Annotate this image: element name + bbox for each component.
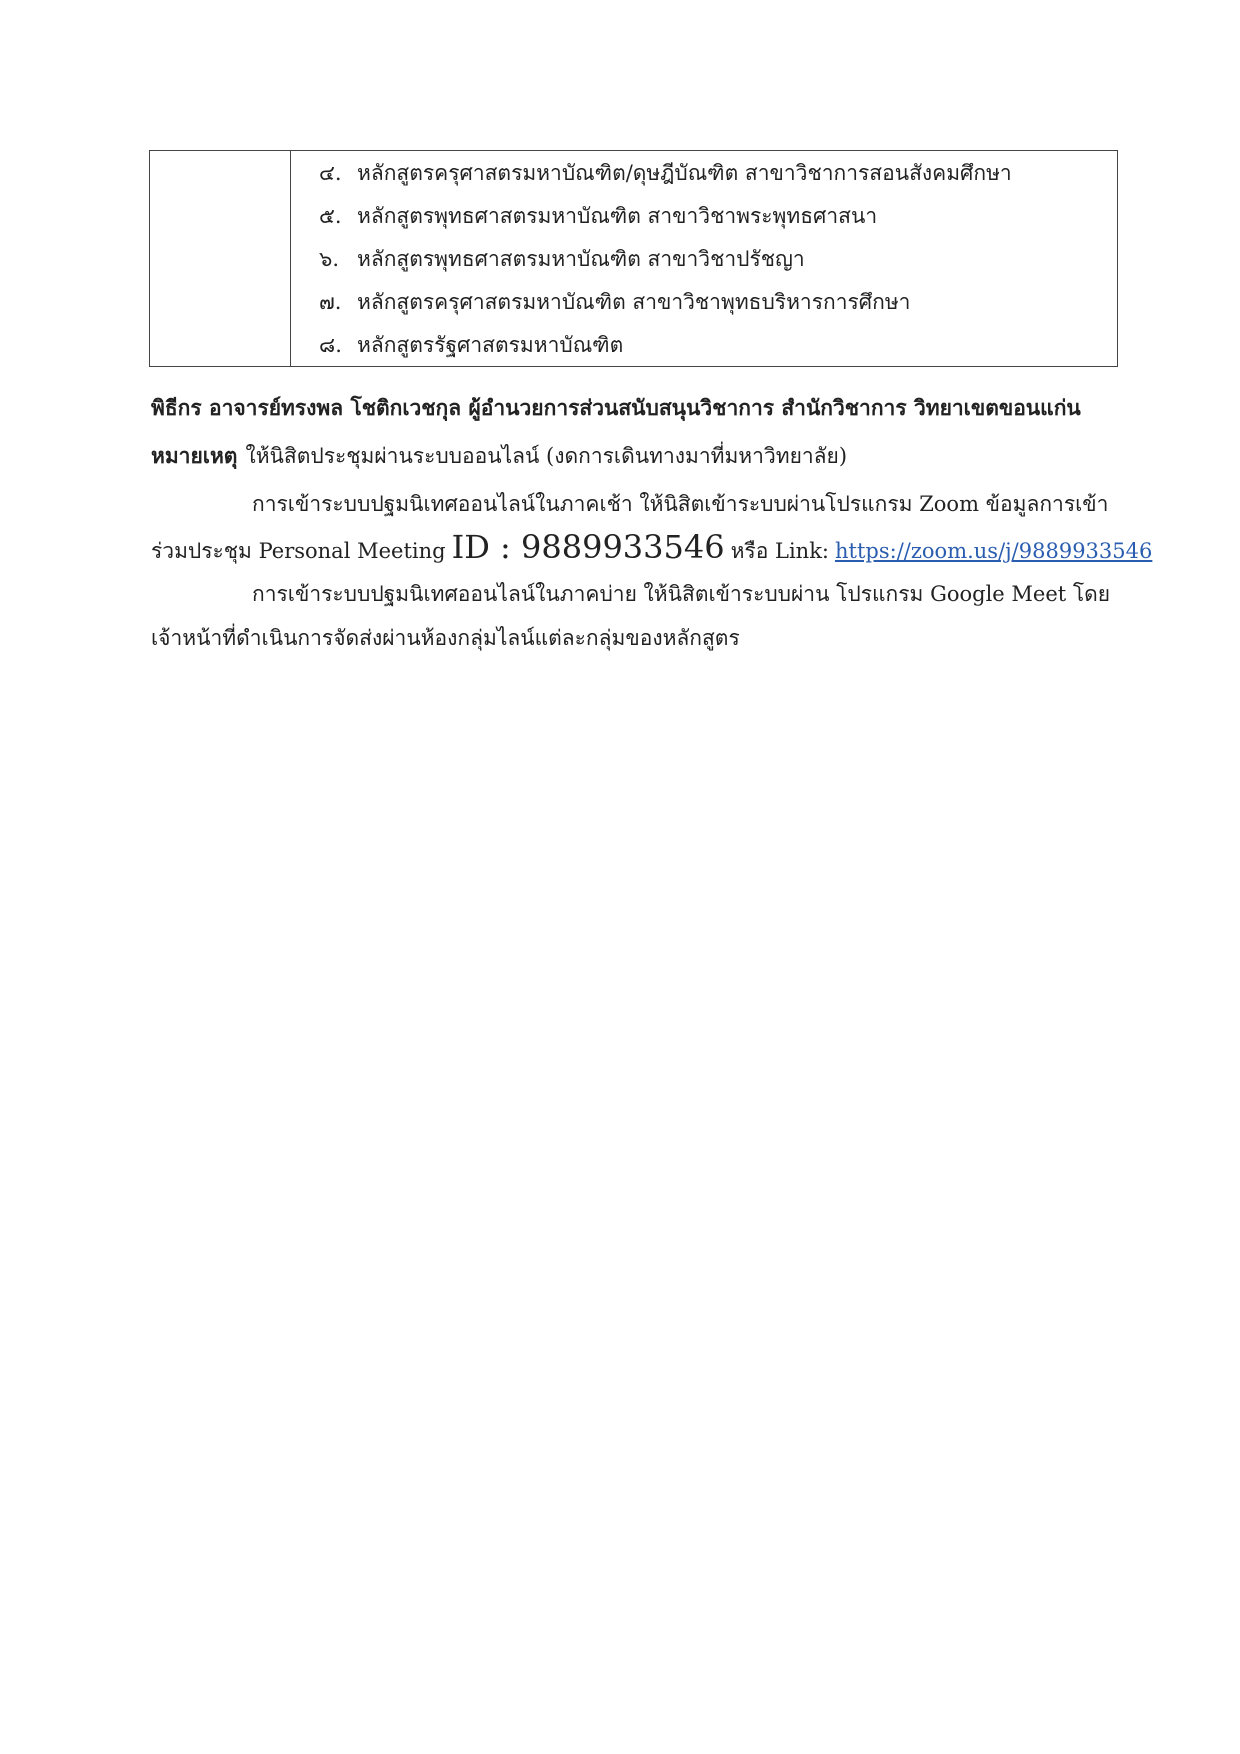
program-name: หลักสูตรครุศาสตรมหาบัณฑิต/ดุษฎีบัณฑิต สาขาวิชาการสอนสังคมศึกษา [357, 160, 1012, 185]
link-label: หรือ Link: [730, 539, 829, 563]
morning-paragraph-line1: การเข้าระบบปฐมนิเทศออนไลน์ในภาคเช้า ให้นิสิตเข้าระบบผ่านโปรแกรม Zoom ข้อมูลการเข้า [252, 492, 1109, 516]
program-item [319, 239, 805, 279]
note-line [151, 440, 847, 473]
program-name: หลักสูตรพุทธศาสตรมหาบัณฑิต สาขาวิชาปรัชญา [357, 246, 805, 271]
table-left-column [150, 151, 291, 366]
program-item [319, 153, 1012, 193]
program-number: ๖. [319, 246, 340, 271]
meeting-prefix: ร่วมประชุม Personal Meeting [151, 539, 446, 563]
program-name: หลักสูตรรัฐศาสตรมหาบัณฑิต [357, 332, 624, 357]
host-line: พิธีกร อาจารย์ทรงพล โชติกเวชกุล ผู้อำนวยการส่วนสนับสนุนวิชาการ สำนักวิชาการ วิทยาเขตขอนแก่น [151, 395, 1081, 420]
program-number: ๔. [319, 160, 342, 185]
meeting-id: ID : 9889933546 [451, 528, 725, 566]
note-label: หมายเหตุ [151, 443, 238, 468]
afternoon-paragraph-line2: เจ้าหน้าที่ดำเนินการจัดส่งผ่านห้องกลุ่มไลน์แต่ละกลุ่มของหลักสูตร [151, 626, 740, 650]
program-table [149, 150, 1118, 367]
program-number: ๘. [319, 332, 342, 357]
note-text: ให้นิสิตประชุมผ่านระบบออนไลน์ (งดการเดินทางมาที่มหาวิทยาลัย) [245, 444, 848, 468]
zoom-link[interactable]: https://zoom.us/j/9889933546 [835, 539, 1153, 563]
program-item [319, 196, 877, 236]
program-number: ๗. [319, 289, 342, 314]
program-name: หลักสูตรพุทธศาสตรมหาบัณฑิต สาขาวิชาพระพุทธศาสนา [357, 203, 878, 228]
afternoon-paragraph-line1: การเข้าระบบปฐมนิเทศออนไลน์ในภาคบ่าย ให้นิสิตเข้าระบบผ่าน โปรแกรม Google Meet โดย [252, 582, 1111, 606]
morning-paragraph-line2 [151, 528, 1152, 568]
program-number: ๕. [319, 203, 342, 228]
program-item [319, 282, 910, 322]
table-right-column [291, 151, 1117, 366]
program-name: หลักสูตรครุศาสตรมหาบัณฑิต สาขาวิชาพุทธบริหารการศึกษา [357, 289, 911, 314]
program-item [319, 325, 623, 365]
